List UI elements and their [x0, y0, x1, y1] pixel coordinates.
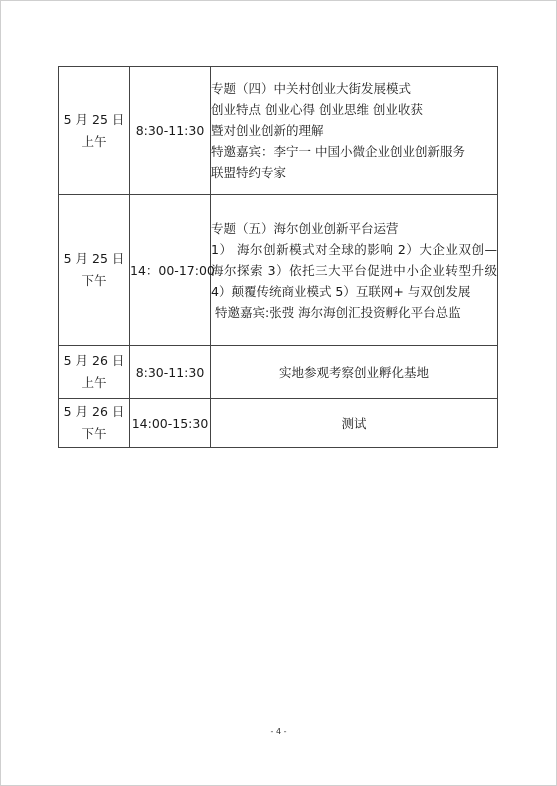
content-cell — [211, 346, 498, 399]
topic-title: 专题（四）中关村创业大街发展模式 — [211, 81, 412, 96]
date-cell — [59, 195, 130, 346]
guest-line: 特邀嘉宾：李宁一 中国小微企业创业创新服务 — [211, 144, 465, 159]
time-cell: 14：00-17:00 — [130, 195, 211, 346]
time-cell: 8:30-11:30 — [130, 346, 211, 399]
time-cell: 14:00-15:30 — [130, 399, 211, 448]
guest-line: 特邀嘉宾:张弢 海尔海创汇投资孵化平台总监 — [215, 304, 461, 320]
content-cell — [211, 195, 498, 346]
time-cell: 8:30-11:30 — [130, 67, 211, 195]
guest-line: 联盟特约专家 — [211, 165, 287, 180]
period-text: 下午 — [81, 273, 107, 288]
date-cell — [59, 67, 130, 195]
date-text: 5 月 25 日 — [63, 111, 125, 127]
topic-line: 创业特点 创业心得 创业思维 创业收获 — [211, 102, 423, 117]
date-text: 5 月 26 日 — [63, 353, 125, 368]
schedule-table — [58, 66, 498, 448]
period-text: 下午 — [81, 426, 107, 441]
table-row — [59, 399, 498, 448]
table-row — [59, 67, 498, 195]
date-text: 5 月 25 日 — [63, 251, 125, 266]
page-number: - 4 - — [270, 727, 287, 736]
activity-text: 实地参观考察创业孵化基地 — [278, 364, 429, 380]
date-text: 5 月 26 日 — [63, 404, 125, 419]
topic-body: 1） 海尔创新模式对全球的影响 2）大企业双创—海尔探索 3）依托三大平台促进中小企业转型升级 4）颠覆传统商业模式 5）互联网+ 与双创发展 — [211, 241, 497, 299]
period-text: 上午 — [81, 133, 107, 149]
period-text: 上午 — [81, 375, 107, 390]
table-row — [59, 346, 498, 399]
date-cell — [59, 346, 130, 399]
topic-title: 专题（五）海尔创业创新平台运营 — [211, 220, 399, 236]
content-cell — [211, 399, 498, 448]
table-row — [59, 195, 498, 346]
topic-line: 暨对创业创新的理解 — [211, 123, 324, 138]
date-cell — [59, 399, 130, 448]
activity-text: 测试 — [341, 415, 367, 431]
content-cell — [211, 67, 498, 195]
